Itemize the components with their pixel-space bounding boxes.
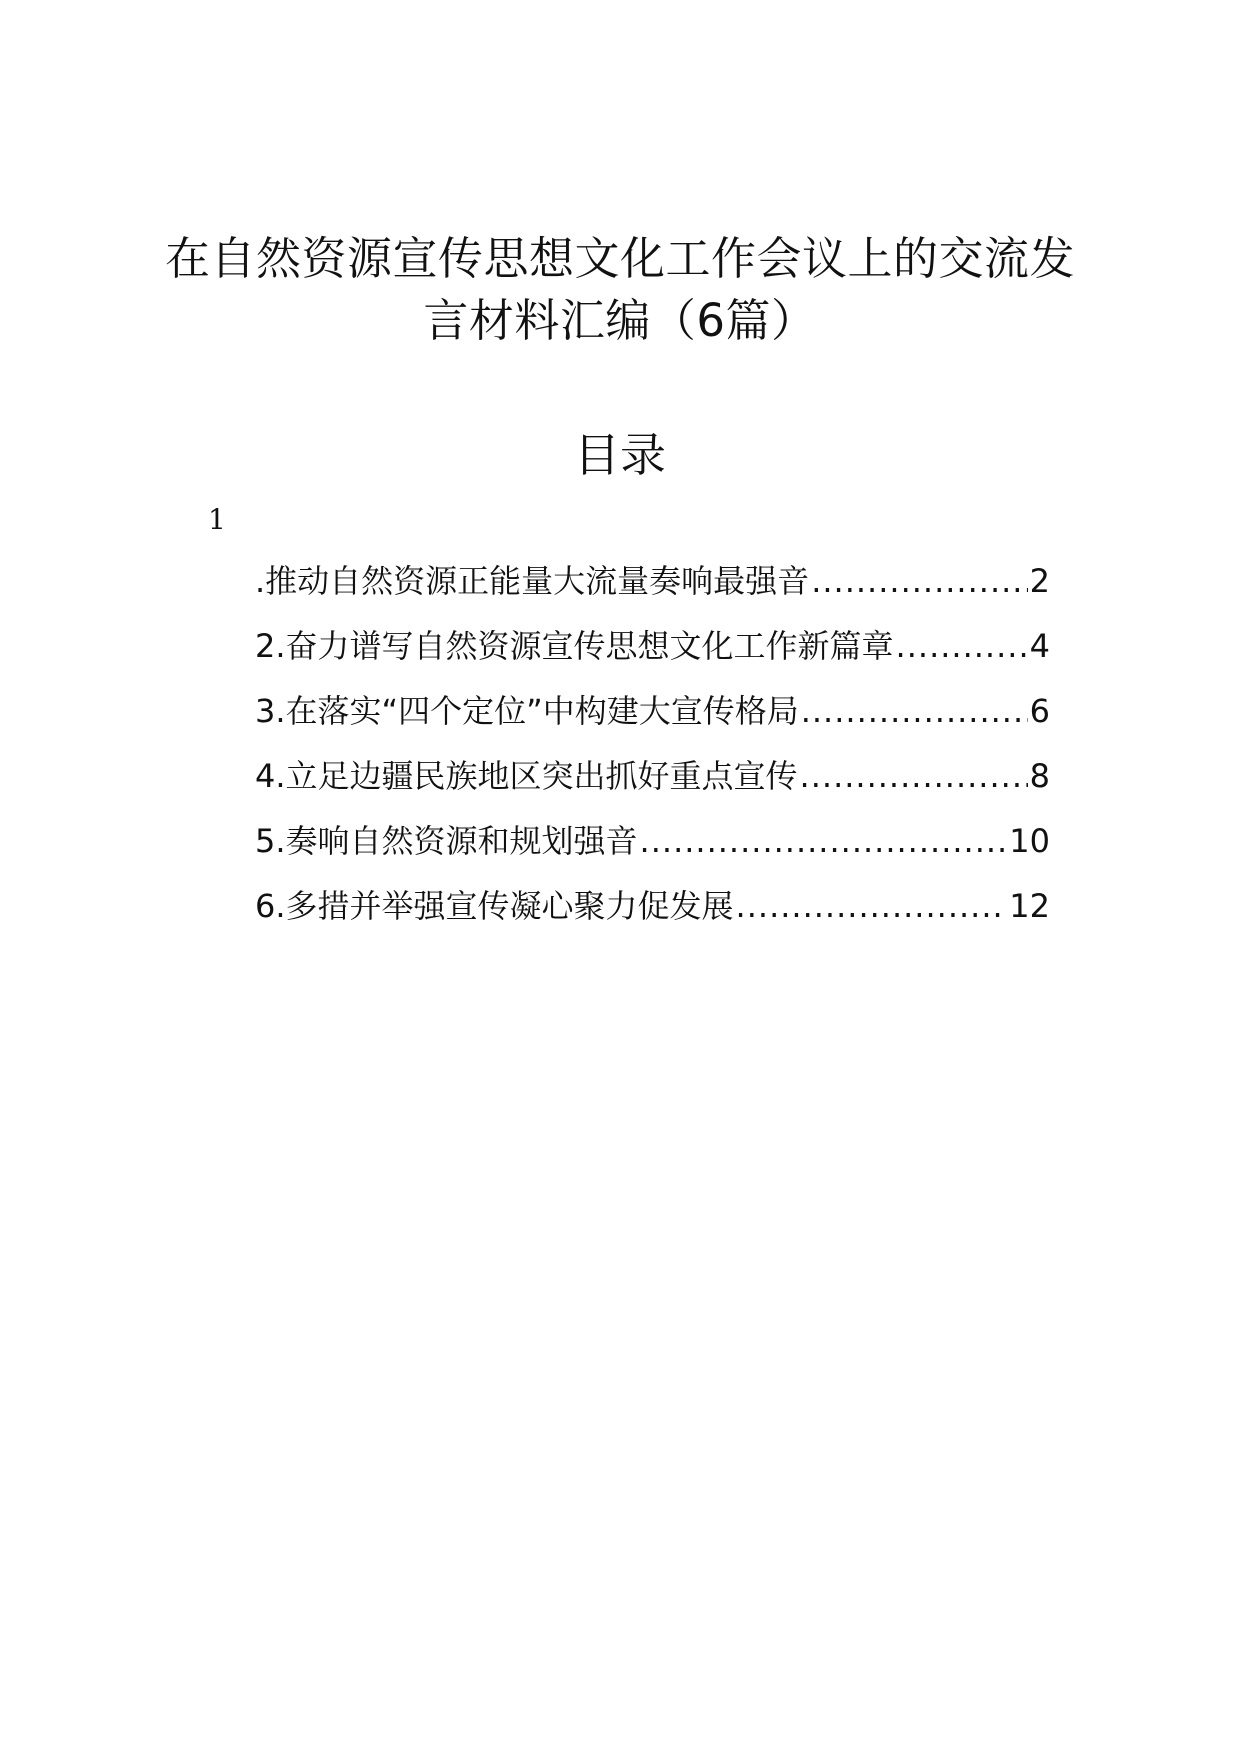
toc-leader-dots bbox=[811, 558, 1027, 604]
toc-leader-dots bbox=[640, 818, 1008, 864]
table-of-contents bbox=[255, 558, 1050, 948]
toc-entry-title: 2.奋力谱写自然资源宣传思想文化工作新篇章 bbox=[255, 627, 894, 665]
toc-entry-4[interactable] bbox=[255, 753, 1050, 818]
toc-entry-title: 4.立足边疆民族地区突出抓好重点宣传 bbox=[255, 757, 798, 795]
toc-entry-title: 6.多措并举强宣传凝心聚力促发展 bbox=[255, 887, 734, 925]
toc-entry-6[interactable] bbox=[255, 883, 1050, 948]
toc-leader-dots bbox=[736, 883, 1008, 929]
toc-leader-dots bbox=[800, 753, 1028, 799]
toc-entry-2[interactable] bbox=[255, 623, 1050, 688]
toc-entry-1[interactable] bbox=[255, 558, 1050, 623]
toc-entry-title: 3.在落实“四个定位”中构建大宣传格局 bbox=[255, 692, 799, 730]
document-title: 在自然资源宣传思想文化工作会议上的交流发言材料汇编（6篇） bbox=[164, 232, 1075, 347]
toc-page-number: 2 bbox=[1029, 562, 1050, 600]
toc-entry-title: 5.奏响自然资源和规划强音 bbox=[255, 822, 638, 860]
toc-entry-5[interactable] bbox=[255, 818, 1050, 883]
toc-page-number: 8 bbox=[1029, 757, 1050, 795]
toc-page-number: 10 bbox=[1009, 822, 1050, 860]
toc-entry-3[interactable] bbox=[255, 688, 1050, 753]
toc-page-number: 6 bbox=[1029, 692, 1050, 730]
toc-leader-dots bbox=[896, 623, 1028, 669]
toc-entry-title: .推动自然资源正能量大流量奏响最强音 bbox=[255, 562, 810, 600]
toc-page-number: 12 bbox=[1009, 887, 1050, 925]
toc-leader-dots bbox=[801, 688, 1028, 734]
stray-number: 1 bbox=[208, 503, 226, 536]
toc-page-number: 4 bbox=[1029, 627, 1050, 665]
toc-heading: 目录 bbox=[574, 428, 666, 482]
